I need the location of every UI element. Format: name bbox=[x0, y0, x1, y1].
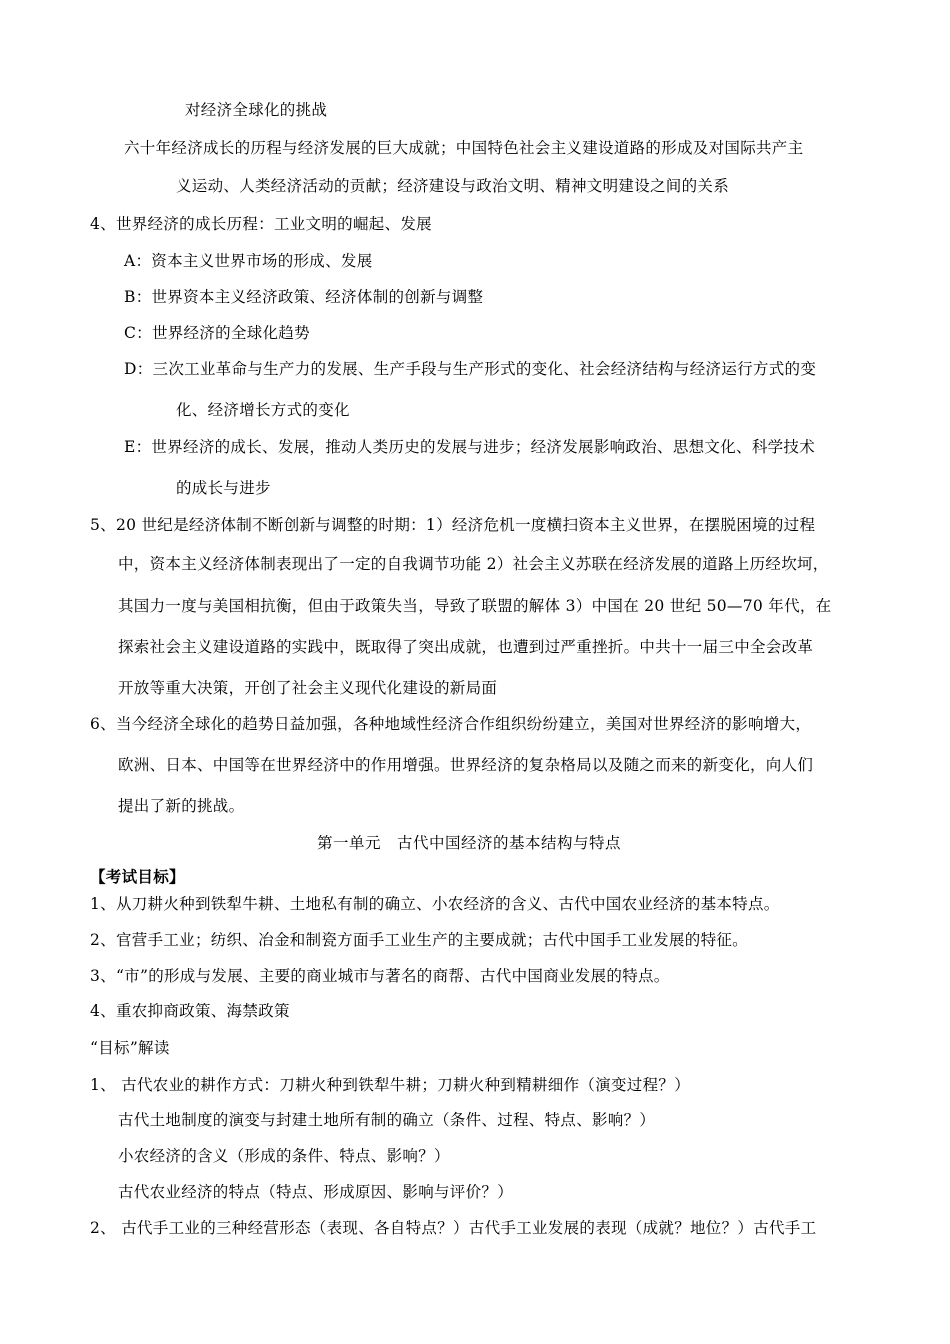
text-line: 义运动、人类经济活动的贡献；经济建设与政治文明、精神文明建设之间的关系 bbox=[176, 177, 730, 195]
text-line: 化、经济增长方式的变化 bbox=[176, 401, 350, 419]
text-line: 六十年经济成长的历程与经济发展的巨大成就；中国特色社会主义建设道路的形成及对国际共产主 bbox=[124, 139, 804, 157]
text-line: 欧洲、日本、中国等在世界经济中的作用增强。世界经济的复杂格局以及随之而来的新变化，向人们 bbox=[118, 756, 814, 774]
list-item-4: 4、重农抑商政策、海禁政策 bbox=[90, 1002, 290, 1020]
sub-item-e: E：世界经济的成长、发展，推动人类历史的发展与进步；经济发展影响政治、思想文化、科学技术 bbox=[124, 438, 816, 456]
list-item-1: 1、 古代农业的耕作方式：刀耕火种到铁犁牛耕；刀耕火种到精耕细作（演变过程？） bbox=[90, 1076, 690, 1094]
sub-item-b: B：世界资本主义经济政策、经济体制的创新与调整 bbox=[124, 288, 484, 306]
list-item-1: 1、从刀耕火种到铁犁牛耕、土地私有制的确立、小农经济的含义、古代中国农业经济的基本特点。 bbox=[90, 895, 780, 913]
list-item-5: 5、20 世纪是经济体制不断创新与调整的时期：1）经济危机一度横扫资本主义世界，在摆脱困境的过程 bbox=[90, 516, 816, 534]
sub-item-c: C：世界经济的全球化趋势 bbox=[124, 324, 310, 342]
text-line: 其国力一度与美国相抗衡，但由于政策失当，导致了联盟的解体 3）中国在 20 世纪 50—70 年代，在 bbox=[118, 597, 832, 615]
sub-item-a: A：资本主义世界市场的形成、发展 bbox=[124, 252, 373, 270]
list-item-3: 3、“市”的形成与发展、主要的商业城市与著名的商帮、古代中国商业发展的特点。 bbox=[90, 967, 670, 985]
text-line: 开放等重大决策，开创了社会主义现代化建设的新局面 bbox=[118, 679, 498, 697]
text-line: 古代土地制度的演变与封建土地所有制的确立（条件、过程、特点、影响？） bbox=[118, 1111, 656, 1129]
list-item-4: 4、世界经济的成长历程：工业文明的崛起、发展 bbox=[90, 215, 432, 233]
text-line: 古代农业经济的特点（特点、形成原因、影响与评价？） bbox=[118, 1183, 514, 1201]
text-line: 中，资本主义经济体制表现出了一定的自我调节功能 2）社会主义苏联在经济发展的道路上历经坎坷， bbox=[118, 555, 829, 573]
list-item-2: 2、 古代手工业的三种经营形态（表现、各自特点？）古代手工业发展的表现（成就？地位？）古代手工 bbox=[90, 1219, 817, 1237]
text-line: 提出了新的挑战。 bbox=[118, 797, 245, 815]
text-line: 探索社会主义建设道路的实践中，既取得了突出成就，也遭到过严重挫折。中共十一届三中全会改革 bbox=[118, 638, 814, 656]
text-line: 对经济全球化的挑战 bbox=[185, 101, 328, 119]
text-line: 的成长与进步 bbox=[176, 479, 271, 497]
text-line: 小农经济的含义（形成的条件、特点、影响？） bbox=[118, 1147, 450, 1165]
section-title: 第一单元 古代中国经济的基本结构与特点 bbox=[317, 834, 622, 852]
list-item-6: 6、当今经济全球化的趋势日益加强，各种地域性经济合作组织纷纷建立，美国对世界经济的影响增大， bbox=[90, 715, 812, 733]
list-item-2: 2、官营手工业；纺织、冶金和制瓷方面手工业生产的主要成就；古代中国手工业发展的特征。 bbox=[90, 931, 748, 949]
subheading: “目标”解读 bbox=[90, 1039, 170, 1057]
sub-item-d: D：三次工业革命与生产力的发展、生产手段与生产形式的变化、社会经济结构与经济运行方式的变 bbox=[124, 360, 817, 378]
section-heading: 【考试目标】 bbox=[90, 867, 185, 886]
